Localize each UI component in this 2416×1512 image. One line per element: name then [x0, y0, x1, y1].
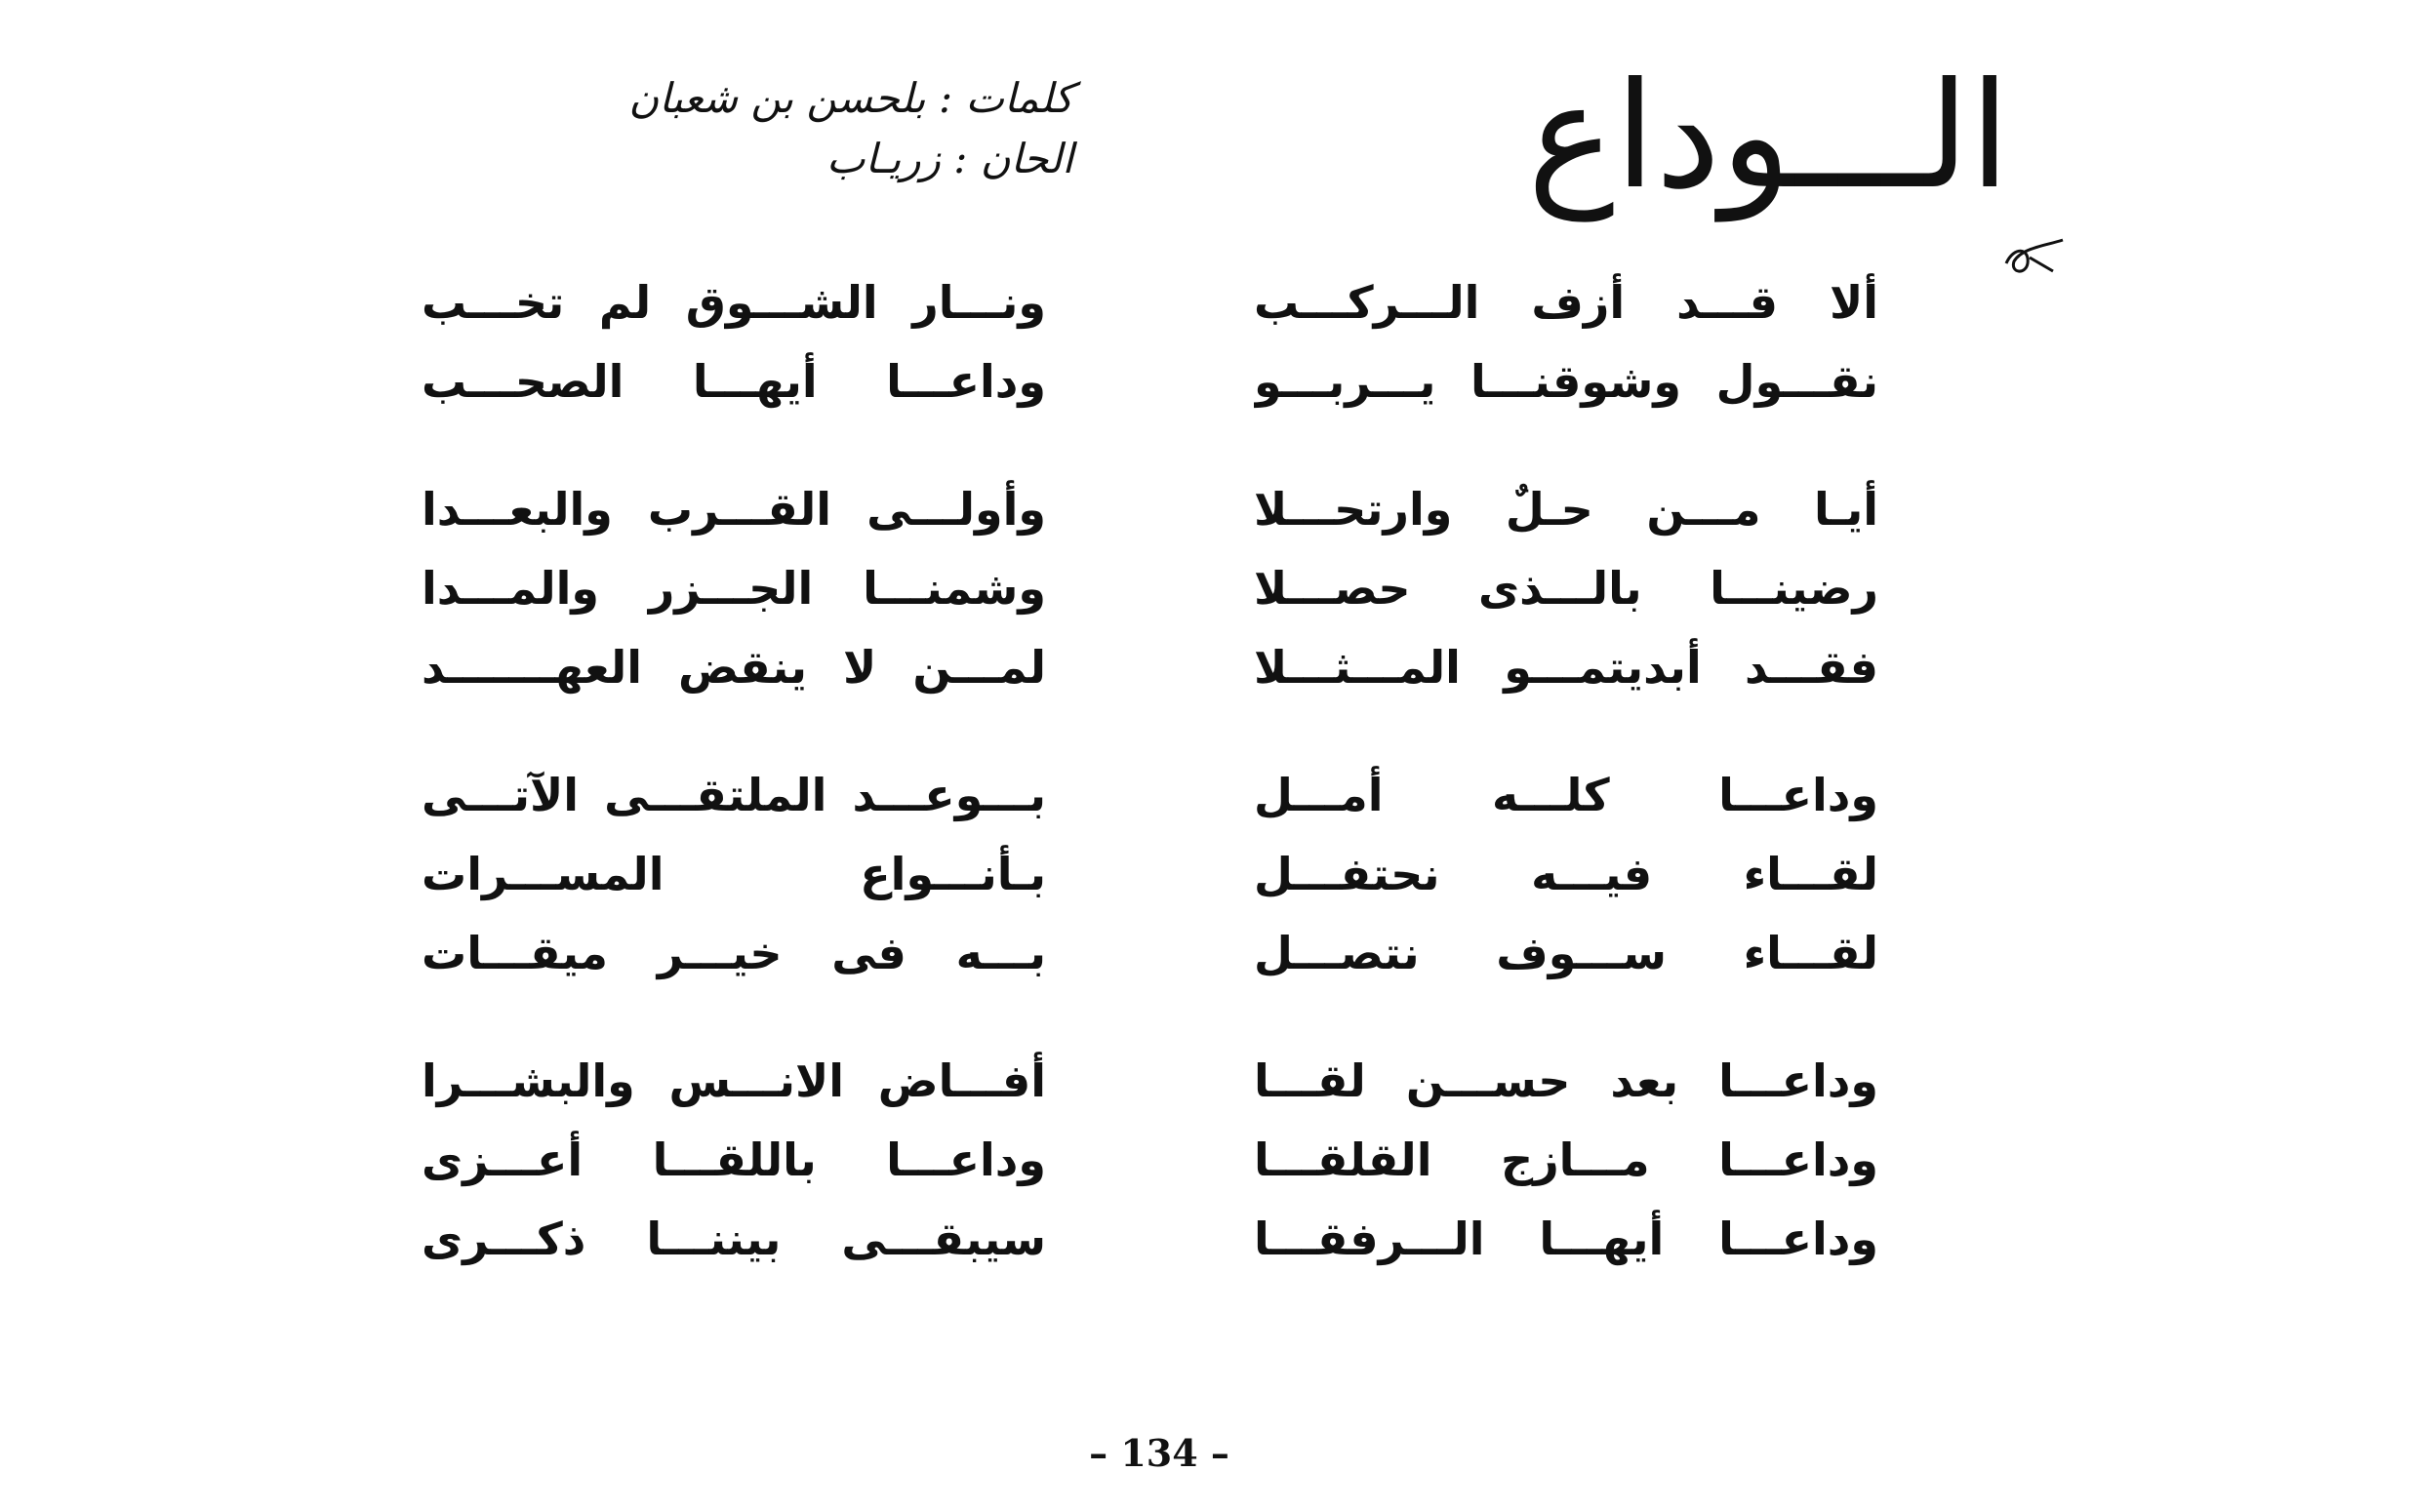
verse [0, 1121, 2416, 1199]
page-number: – 134 – [1089, 1431, 1229, 1475]
verse-first-hemistich: نقـــول وشوقنـــا يـــربـــو [1254, 355, 1878, 408]
verse [0, 756, 2416, 834]
verse-second-hemistich: ونـــار الشـــوق لم تخـــب [422, 276, 1046, 329]
verse-second-hemistich: سيبقـــى بيننـــا ذكـــرى [422, 1213, 1046, 1265]
verse-first-hemistich: لقـــاء ســـوف نتصـــل [1254, 927, 1878, 979]
verse-first-hemistich: ألا قـــد أزف الـــركـــب [1254, 276, 1878, 329]
verse [0, 628, 2416, 706]
verse [0, 914, 2416, 992]
verse-first-hemistich: أيـا مـــن حـلٌ وارتحـــلا [1254, 483, 1878, 536]
verse [0, 342, 2416, 420]
verse-second-hemistich: بـــوعـــد الملتقـــى الآتـــى [422, 769, 1046, 821]
verse-first-hemistich: وداعـــا كلـــه أمـــل [1254, 769, 1878, 821]
verse-second-hemistich: بـأنـــواع المســـرات [422, 848, 1046, 900]
verse-second-hemistich: وأولـــى القـــرب والبعـــدا [422, 483, 1046, 536]
verse-first-hemistich: وداعـــا مـــازج القلقـــا [1254, 1134, 1878, 1186]
verse-first-hemistich: لقـــاء فيـــه نحتفـــل [1254, 848, 1878, 900]
verse [0, 1042, 2416, 1120]
verse-first-hemistich: رضينـــا بالـــذى حصـــلا [1254, 562, 1878, 615]
verse-first-hemistich: وداعـــا بعد حســـن لقـــا [1254, 1054, 1878, 1107]
verse-second-hemistich: وشمنـــا الجـــزر والمـــدا [422, 562, 1046, 615]
verse-second-hemistich: وداعـــا أيهـــا الصحـــب [422, 355, 1046, 408]
verse [0, 263, 2416, 341]
verse-second-hemistich: وداعـــا باللقـــا أعـــزى [422, 1134, 1046, 1186]
verse-second-hemistich: لمـــن لا ينقض العهـــــــد [422, 641, 1046, 694]
verse-second-hemistich: أفـــاض الانـــس والبشـــرا [422, 1054, 1046, 1107]
verse-second-hemistich: بـــه فى خيـــر ميقـــات [422, 927, 1046, 979]
verse-first-hemistich: وداعـــا أيهـــا الـــرفقـــا [1254, 1213, 1878, 1265]
music-credit: الحان : زريـاب [826, 135, 1073, 182]
verse [0, 1200, 2416, 1278]
poem-title: الـــوداع [1527, 52, 2010, 221]
verse-first-hemistich: فقـــد أبديتمـــو المـــثـــلا [1254, 641, 1878, 694]
verse [0, 549, 2416, 627]
verse [0, 835, 2416, 913]
verse [0, 470, 2416, 548]
lyrics-credit: كلمات : بلحسن بن شعبان [628, 74, 1073, 122]
